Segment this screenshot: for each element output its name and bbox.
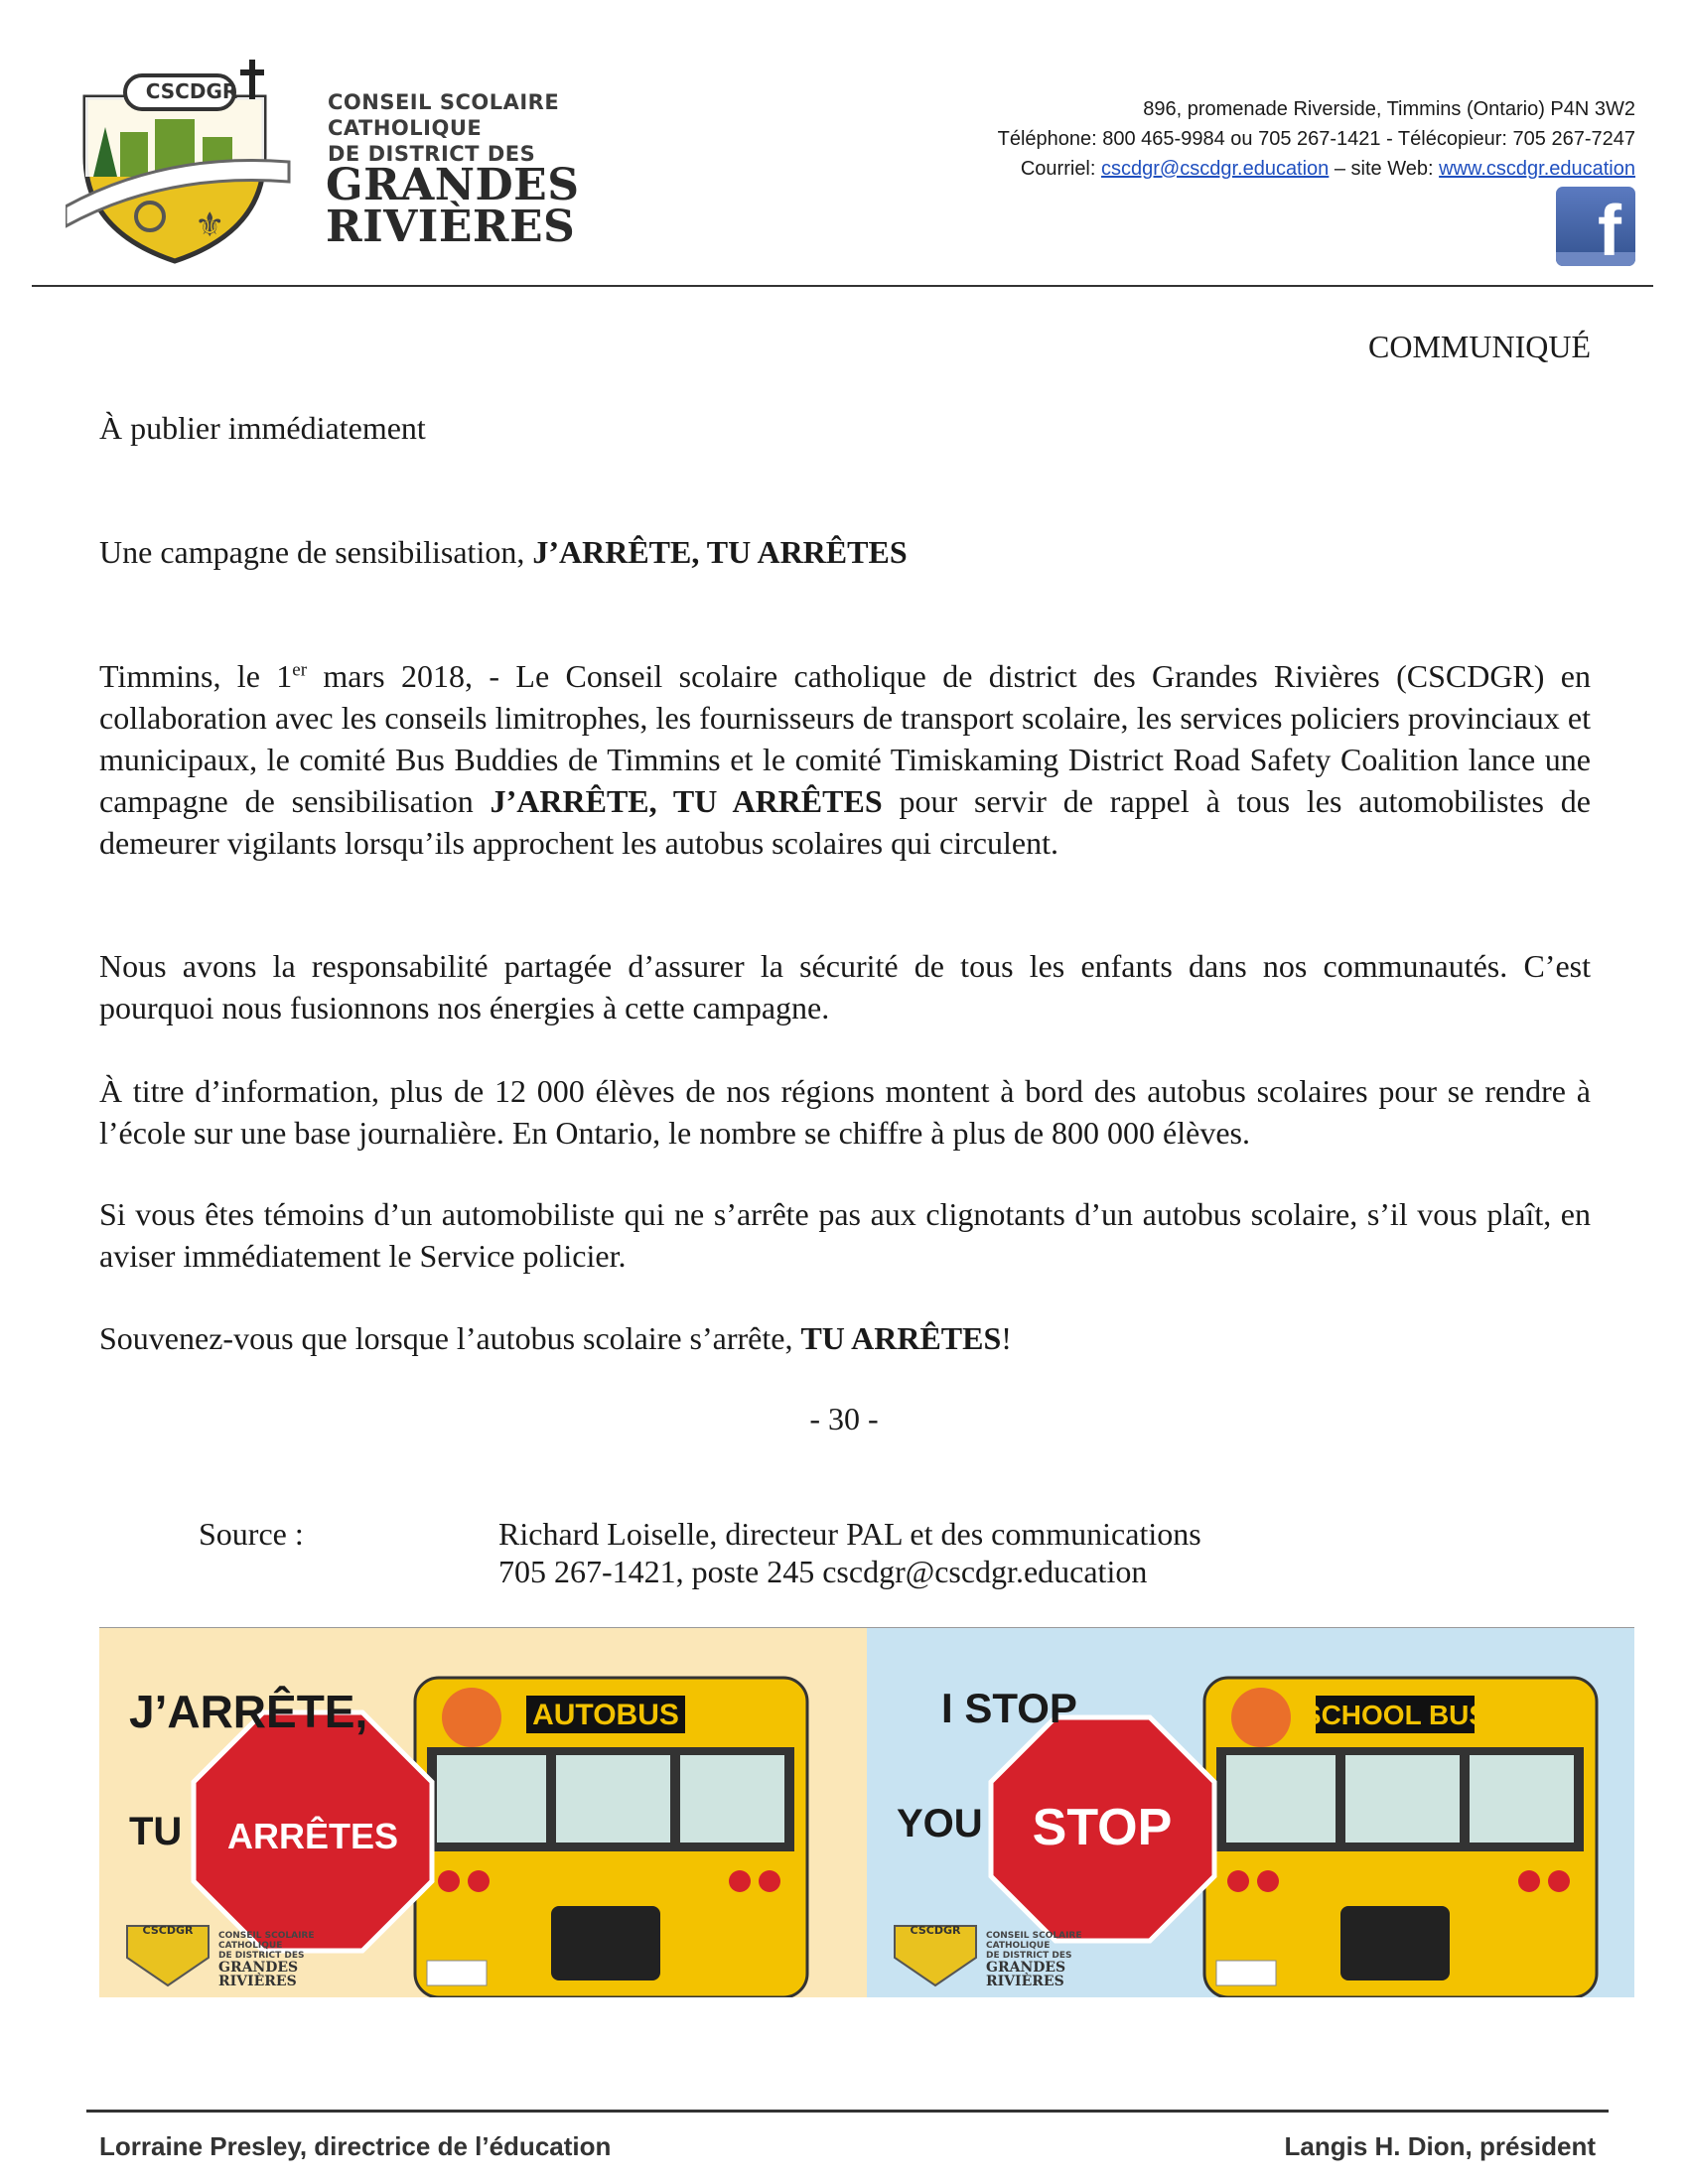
org-name: CONSEIL SCOLAIRE CATHOLIQUE DE DISTRICT DES [328, 90, 560, 166]
source-contact: 705 267-1421, poste 245 cscdgr@cscdgr.education [498, 1554, 1148, 1589]
source-label: Source : [199, 1516, 304, 1552]
svg-text:GRANDES: GRANDES [218, 1960, 299, 1976]
paragraph-witness: Si vous êtes témoins d’un automobiliste qui ne s’arrête pas aux clignotants d’un autobus scolaire, s’il vous plaît, en aviser immédiatement le Service policier. [99, 1196, 1591, 1274]
email-link[interactable]: cscdgr@cscdgr.education [1101, 158, 1330, 180]
svg-text:⚜: ⚜ [195, 205, 225, 245]
footer-divider [86, 2110, 1609, 2113]
email-web-line: Courriel: cscdgr@cscdgr.education – site Web: www.cscdgr.education [1020, 158, 1635, 180]
campaign-name: J’ARRÊTE, TU ARRÊTES [532, 534, 908, 570]
footer-president: Langis H. Dion, président [1284, 2131, 1596, 2161]
svg-text:CSCDGR: CSCDGR [142, 1924, 194, 1937]
stop-sign-icon [194, 1712, 432, 1951]
svg-text:CSCDGR: CSCDGR [910, 1924, 961, 1937]
end-marker: - 30 - [809, 1401, 879, 1436]
campaign-banner [99, 1628, 1634, 1997]
stop-sign-icon [991, 1717, 1214, 1941]
svg-text:ARRÊTES: ARRÊTES [226, 1816, 399, 1856]
svg-text:CONSEIL SCOLAIRE: CONSEIL SCOLAIRE [986, 1931, 1082, 1941]
source-name: Richard Loiselle, directeur PAL et des communications [498, 1516, 1201, 1552]
org-name-big: GRANDES RIVIÈRES [326, 160, 580, 252]
contact-block [742, 94, 1635, 184]
svg-text:STOP: STOP [1032, 1799, 1173, 1856]
communique-heading: COMMUNIQUÉ [1368, 329, 1591, 364]
svg-text:CONSEIL SCOLAIRE: CONSEIL SCOLAIRE [218, 1931, 315, 1941]
website-link[interactable]: www.cscdgr.education [1439, 158, 1635, 180]
logo-badge: CSCDGR [145, 79, 238, 103]
bus-sign-fr: AUTOBUS [532, 1699, 679, 1731]
svg-text:CATHOLIQUE: CATHOLIQUE [218, 1941, 283, 1951]
banner-english [867, 1628, 1634, 1997]
svg-text:GRANDES: GRANDES [986, 1960, 1066, 1976]
svg-text:RIVIÈRES: RIVIÈRES [986, 1974, 1064, 1989]
banner-en-line1: I STOP [941, 1685, 1077, 1731]
paragraph-responsibility: Nous avons la responsabilité partagée d’assurer la sécurité de tous les enfants dans nos communautés. C’est pourquoi nous fusionnons nos énergies à cette campagne. [99, 948, 1591, 1025]
banner-fr-line1: J’ARRÊTE, [129, 1686, 368, 1737]
banner-french [99, 1628, 867, 1997]
paragraph-intro: Timmins, le 1er mars 2018, - Le Conseil scolaire catholique de district des Grandes Rivières (CSCDGR) en collaboration avec les conseils limitrophes, les fournisseurs de transport scolaire, les services policiers provinciaux et municipaux, le comité Bus Buddies de Timmins et le comité Timiskaming District Road Safety Coalition lance une campagne de sensibilisation J’ARRÊTE, TU ARRÊTES pour servir de rappel à tous les automobilistes de demeurer vigilants lorsqu’ils approchent les autobus scolaires qui circulent. [99, 658, 1592, 861]
campaign-title: Une campagne de sensibilisation, J’ARRÊTE, TU ARRÊTES [99, 534, 908, 570]
footer-director: Lorraine Presley, directrice de l’éducation [99, 2131, 612, 2161]
header-divider [32, 285, 1653, 287]
paragraph-reminder: Souvenez-vous que lorsque l’autobus scolaire s’arrête, TU ARRÊTES! [99, 1320, 1012, 1356]
banner-fr-tu: TU [129, 1810, 183, 1853]
logo [66, 58, 580, 268]
publish-line: À publier immédiatement [99, 410, 426, 446]
svg-text:RIVIÈRES: RIVIÈRES [218, 1974, 297, 1989]
phone-line: Téléphone: 800 465-9984 ou 705 267-1421 - Télécopieur: 705 267-7247 [997, 128, 1635, 150]
banner-en-you: YOU [897, 1802, 983, 1845]
paragraph-information: À titre d’information, plus de 12 000 élèves de nos régions montent à bord des autobus scolaires pour se rendre à l’école sur une base journalière. En Ontario, le nombre se chiffre à plus de 800 000 élèves. [99, 1073, 1591, 1151]
svg-text:DE DISTRICT DES: DE DISTRICT DES [218, 1951, 305, 1961]
facebook-icon[interactable]: f [1556, 187, 1635, 266]
svg-text:DE DISTRICT DES: DE DISTRICT DES [986, 1951, 1072, 1961]
address: 896, promenade Riverside, Timmins (Ontario) P4N 3W2 [1143, 98, 1635, 120]
svg-text:CATHOLIQUE: CATHOLIQUE [986, 1941, 1051, 1951]
bus-sign-en: SCHOOL BUS [1302, 1700, 1488, 1730]
